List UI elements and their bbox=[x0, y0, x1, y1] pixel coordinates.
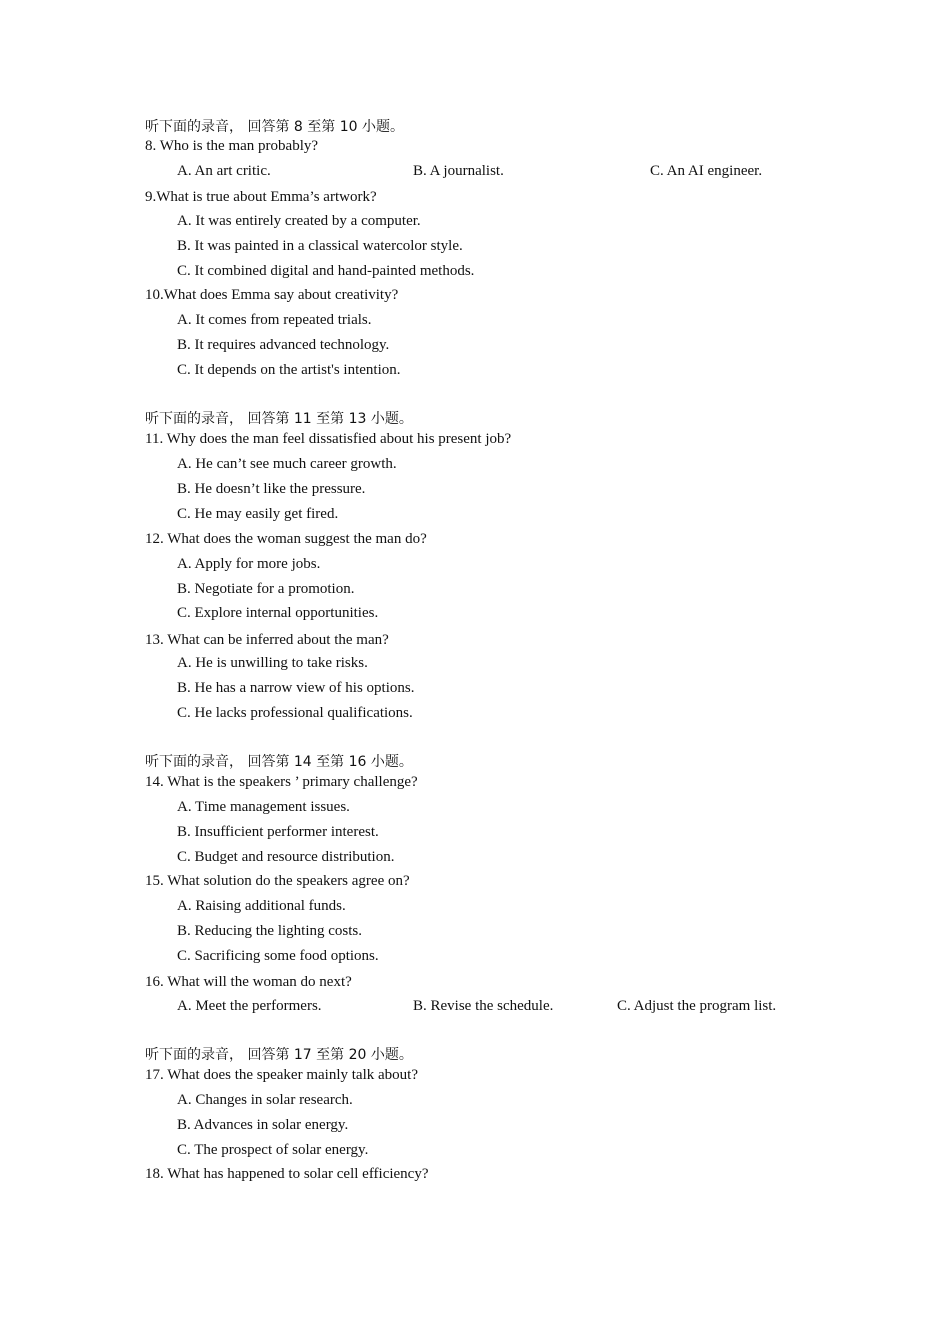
option: B. Negotiate for a promotion. bbox=[177, 581, 355, 597]
option: A. It comes from repeated trials. bbox=[177, 312, 372, 328]
option: B. Revise the schedule. bbox=[413, 998, 554, 1014]
question-text: 16. What will the woman do next? bbox=[145, 974, 352, 990]
option: A. He can’t see much career growth. bbox=[177, 456, 397, 472]
option: C. Sacrificing some food options. bbox=[177, 948, 379, 964]
option: B. He doesn’t like the pressure. bbox=[177, 481, 366, 497]
option: B. Insufficient performer interest. bbox=[177, 824, 379, 840]
question-text: 18. What has happened to solar cell efficiency? bbox=[145, 1166, 429, 1182]
question-text: 11. Why does the man feel dissatisfied about his present job? bbox=[145, 431, 512, 447]
section-header: 听下面的录音， 回答第 8 至第 10 小题。 bbox=[145, 119, 404, 135]
option: A. He is unwilling to take risks. bbox=[177, 655, 368, 671]
question-text: 12. What does the woman suggest the man do? bbox=[145, 531, 427, 547]
question-text: 14. What is the speakers ’ primary challenge? bbox=[145, 774, 418, 790]
question-text: 10.What does Emma say about creativity? bbox=[145, 287, 399, 303]
section-header: 听下面的录音， 回答第 17 至第 20 小题。 bbox=[145, 1047, 413, 1063]
option: C. It combined digital and hand-painted methods. bbox=[177, 263, 475, 279]
option: C. He lacks professional qualifications. bbox=[177, 705, 413, 721]
section-header: 听下面的录音， 回答第 11 至第 13 小题。 bbox=[145, 411, 413, 427]
option: B. It was painted in a classical watercolor style. bbox=[177, 238, 463, 254]
option: A. Time management issues. bbox=[177, 799, 350, 815]
option: A. Apply for more jobs. bbox=[177, 556, 321, 572]
section-header: 听下面的录音， 回答第 14 至第 16 小题。 bbox=[145, 754, 413, 770]
question-text: 17. What does the speaker mainly talk about? bbox=[145, 1067, 418, 1083]
option: C. An AI engineer. bbox=[650, 163, 763, 179]
question-text: 9.What is true about Emma’s artwork? bbox=[145, 189, 377, 205]
option: B. He has a narrow view of his options. bbox=[177, 680, 415, 696]
option: A. Raising additional funds. bbox=[177, 898, 346, 914]
question-text: 8. Who is the man probably? bbox=[145, 138, 319, 154]
option: B. A journalist. bbox=[413, 163, 504, 179]
question-text: 15. What solution do the speakers agree on? bbox=[145, 873, 410, 889]
option: C. Budget and resource distribution. bbox=[177, 849, 395, 865]
option: B. Reducing the lighting costs. bbox=[177, 923, 362, 939]
option: C. He may easily get fired. bbox=[177, 506, 339, 522]
option: A. An art critic. bbox=[177, 163, 271, 179]
question-text: 13. What can be inferred about the man? bbox=[145, 632, 389, 648]
option: A. Changes in solar research. bbox=[177, 1092, 353, 1108]
option: C. Explore internal opportunities. bbox=[177, 605, 379, 621]
option: B. Advances in solar energy. bbox=[177, 1117, 349, 1133]
option: C. Adjust the program list. bbox=[617, 998, 777, 1014]
option: B. It requires advanced technology. bbox=[177, 337, 390, 353]
option: C. It depends on the artist's intention. bbox=[177, 362, 401, 378]
option: C. The prospect of solar energy. bbox=[177, 1142, 369, 1158]
option: A. It was entirely created by a computer. bbox=[177, 213, 421, 229]
option: A. Meet the performers. bbox=[177, 998, 322, 1014]
